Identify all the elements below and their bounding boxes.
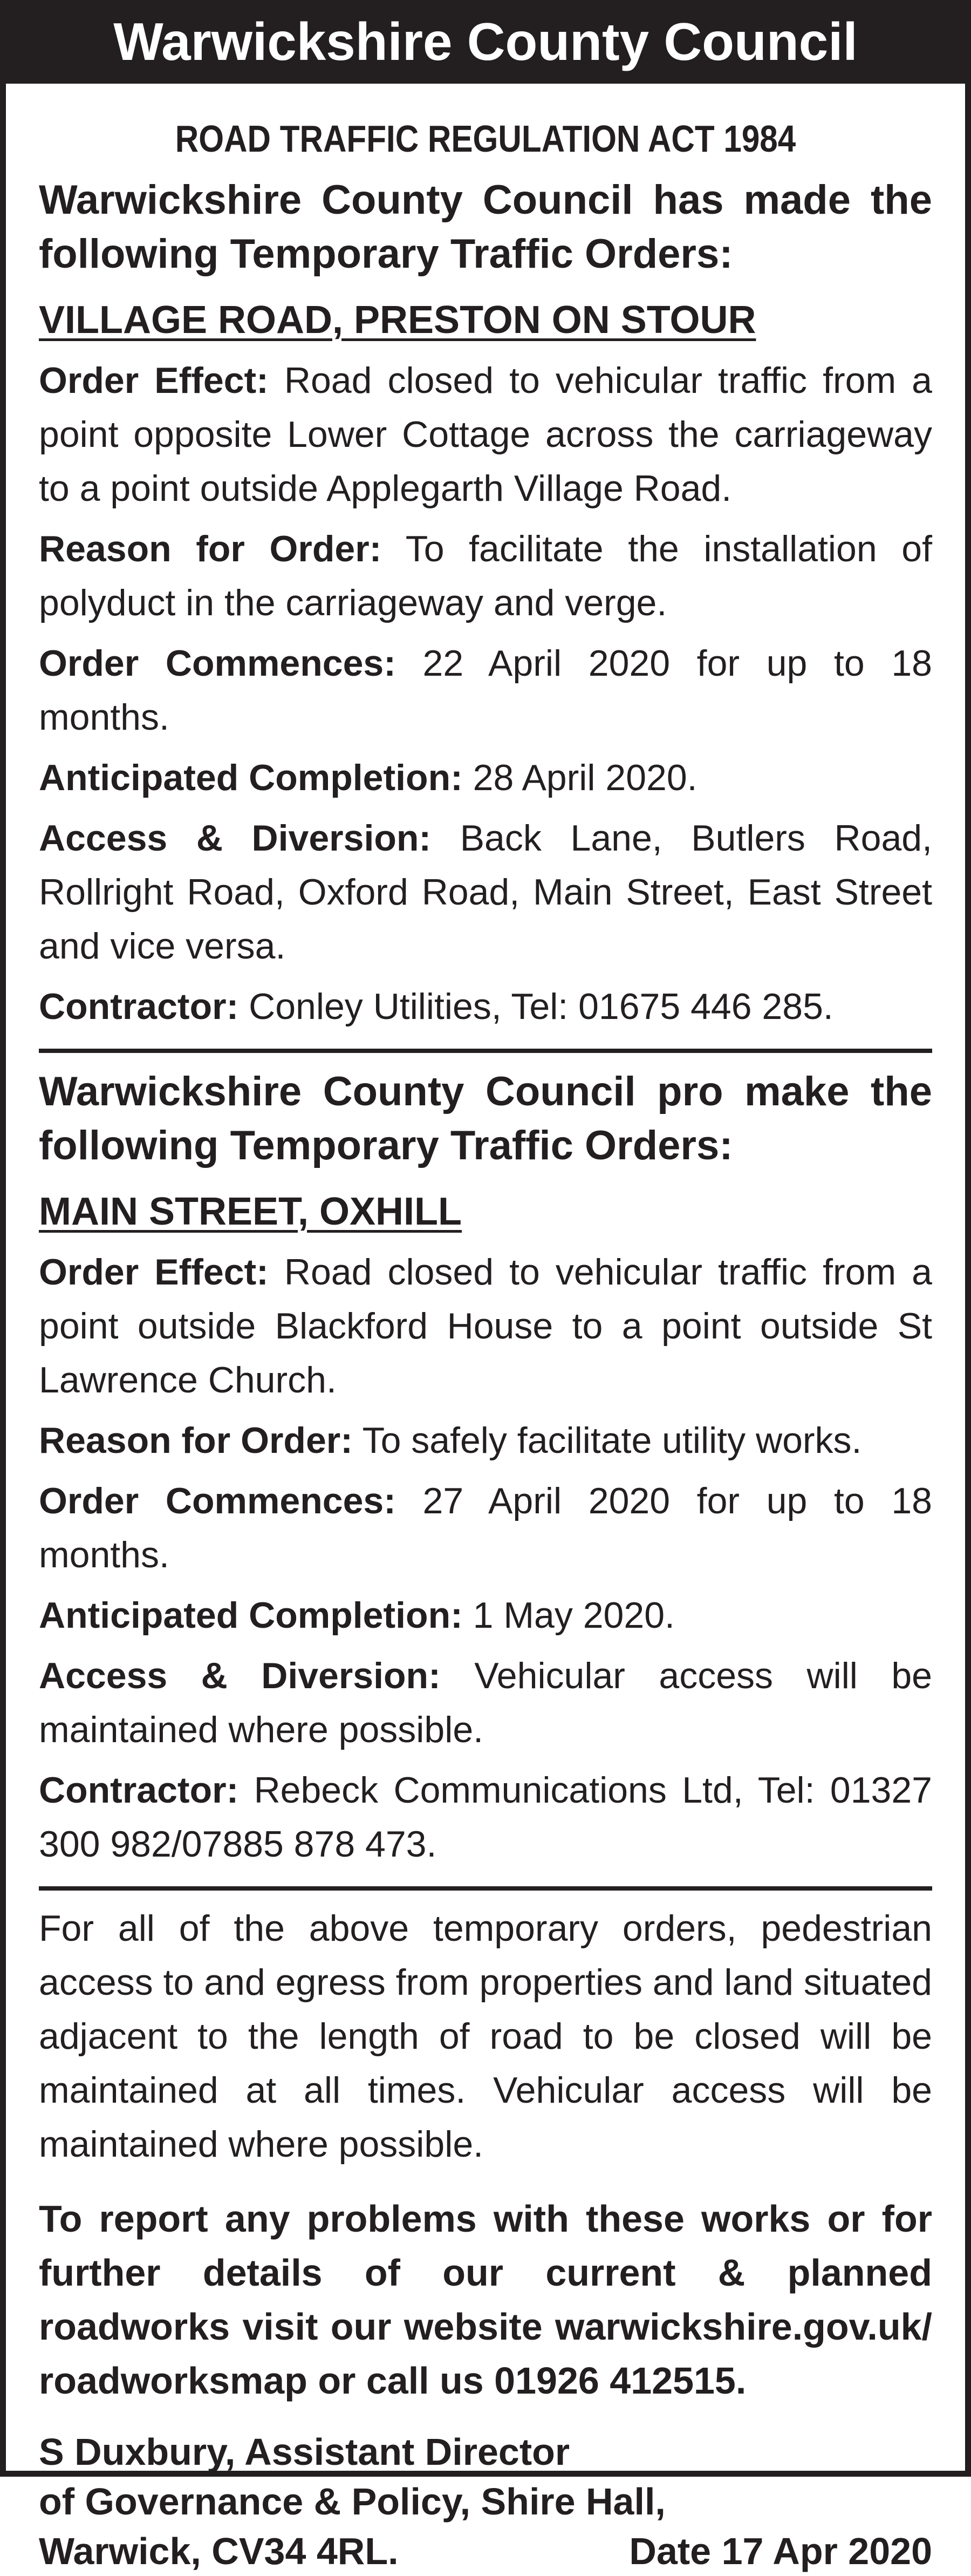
section1-intro: Warwickshire County Council has made the following Temporary Traffic Orders: (39, 177, 932, 277)
field-label: Anticipated Completion: (39, 1595, 463, 1636)
section2-commences (39, 1474, 932, 1582)
field-value: Conley Utilities, Tel: 01675 446 285. (249, 986, 833, 1027)
field-label: Contractor: (39, 1770, 239, 1811)
field-label: Anticipated Completion: (39, 757, 463, 798)
field-value: 22 April 2020 for up to 18 months. (39, 643, 932, 738)
field-label: Access & Diversion: (39, 818, 432, 859)
pedestrian-access-note: For all of the above temporary orders, pedestrian access to and egress from properties and land situated adjacent to the length of road to be closed will be maintained at all times. Vehicular access will be maintained where possible. (39, 1908, 932, 2165)
section-divider (39, 1886, 932, 1891)
council-title: Warwickshire County Council (0, 0, 971, 84)
signatory-office-line: of Governance & Policy, Shire Hall, (39, 2480, 666, 2523)
section2-order-effect (39, 1245, 932, 1407)
notice-date: Date 17 Apr 2020 (629, 2530, 932, 2572)
act-title: ROAD TRAFFIC REGULATION ACT 1984 (175, 118, 796, 160)
section1-order-effect (39, 354, 932, 515)
field-label: Reason for Order: (39, 528, 382, 569)
signatory-office (39, 2477, 932, 2526)
field-label: Order Effect: (39, 1252, 269, 1293)
signatory-address: Warwick, CV34 4RL. (39, 2530, 399, 2572)
section1-commences (39, 636, 932, 744)
section2-completion (39, 1588, 932, 1642)
field-value: Vehicular access will be maintained where possible. (39, 1655, 932, 1750)
field-value: 27 April 2020 for up to 18 months. (39, 1480, 932, 1575)
section2-reason (39, 1413, 932, 1467)
field-label: Contractor: (39, 986, 239, 1027)
section1-diversion (39, 811, 932, 973)
field-value: Road closed to vehicular traffic from a point opposite Lower Cottage across the carriageway to a point outside Applegarth Village Road. (39, 360, 932, 509)
field-value: To facilitate the installation of polyduct in the carriageway and verge. (39, 528, 932, 623)
section2-heading: MAIN STREET, OXHILL (39, 1190, 462, 1233)
field-label: Order Commences: (39, 643, 396, 684)
report-problems-text: To report any problems with these works or for further details of our current & planned roadworks visit our website warwickshire.gov.uk/ roadworksmap or call us 01926 412515. (39, 2198, 932, 2402)
field-label: Access & Diversion: (39, 1655, 441, 1696)
section1-contractor (39, 980, 932, 1034)
field-value: 28 April 2020. (473, 757, 698, 798)
section2-diversion (39, 1649, 932, 1757)
field-value: To safely facilitate utility works. (362, 1420, 862, 1461)
notice-content (39, 84, 932, 2576)
signatory-name: S Duxbury, Assistant Director (39, 2431, 570, 2473)
field-value: Rebeck Communications Ltd, Tel: 01327 300 982/07885 878 473. (39, 1770, 932, 1865)
section2-intro: Warwickshire County Council pro make the following Temporary Traffic Orders: (39, 1069, 932, 1168)
field-value: Road closed to vehicular traffic from a point outside Blackford House to a point outside St Lawrence Church. (39, 1252, 932, 1401)
field-label: Order Effect: (39, 360, 269, 401)
section1-heading: VILLAGE ROAD, PRESTON ON STOUR (39, 298, 756, 342)
field-label: Reason for Order: (39, 1420, 353, 1461)
field-value: Back Lane, Butlers Road, Rollright Road, Oxford Road, Main Street, East Street and vice versa. (39, 818, 932, 967)
section1-completion (39, 751, 932, 805)
section-divider (39, 1049, 932, 1053)
signatory-address-row (39, 2526, 932, 2576)
section2-contractor (39, 1763, 932, 1871)
section1-reason (39, 522, 932, 630)
field-label: Order Commences: (39, 1480, 396, 1521)
field-value: 1 May 2020. (473, 1595, 675, 1636)
